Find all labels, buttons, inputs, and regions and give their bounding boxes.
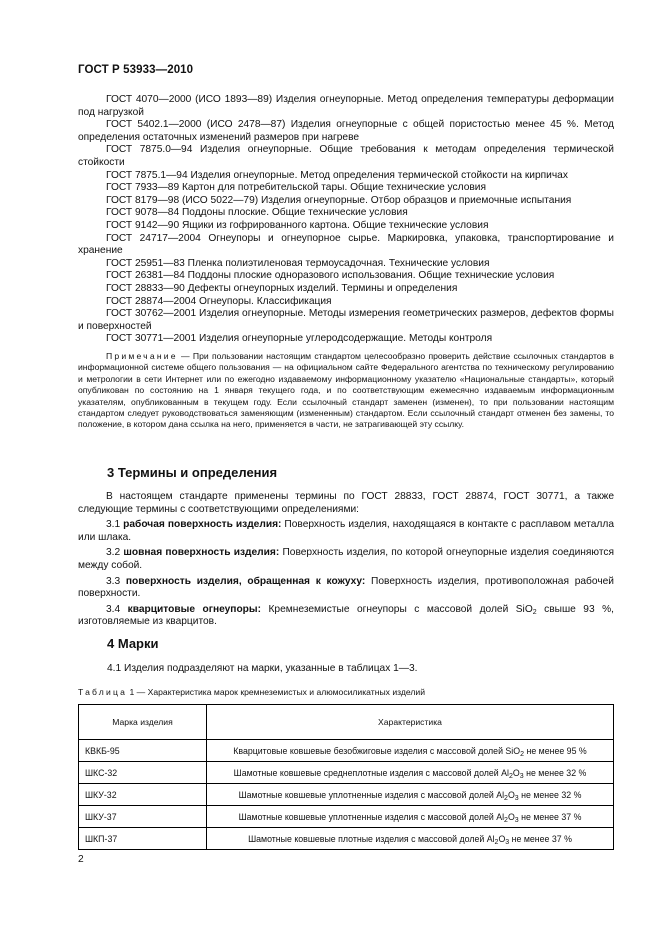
subscript: 2 [504, 816, 508, 824]
table-caption [78, 687, 425, 697]
table-row [79, 740, 614, 762]
table-row [79, 784, 614, 806]
page-number: 2 [78, 854, 84, 865]
normative-references [78, 94, 614, 346]
table-caption-label: Таблица [78, 687, 128, 697]
note-text: — При пользовании настоящим стандартом целесообразно проверить действие ссылочных стандартов в информационной системе общего пользования — на официальном сайте Федерального агентства по техническому регулированию и метрологии в сети Интернет или по ежегодно издаваемому информационному указателю «Национальные стандарты», который опубликован по состоянию на 1 января текущего года, и по соответствующим ежемесячно издаваемым информационным указателям, опубликованным в текущем году. Если ссылочный стандарт заменен (изменен), то при пользовании настоящим стандартом следует руководствоваться заменяющим (измененным) стандартом. Если ссылочный стандарт отменен без замены, то положение, в котором дана ссылка на него, применяется в части, не затрагивающей эту ссылку. [78, 351, 614, 430]
document-header: ГОСТ Р 53933—2010 [78, 64, 194, 76]
grade-cell: ШКП-37 [79, 828, 207, 850]
cell-text: не менее 32 % [518, 789, 582, 800]
term-def: Поверхность изделия, находящаяся в контакте с расплавом металла или шлака. [78, 519, 614, 543]
characteristic-cell [207, 740, 614, 762]
grades-table [78, 704, 614, 850]
subscript: 2 [532, 608, 537, 616]
characteristic-cell [207, 828, 614, 850]
table-row [79, 762, 614, 784]
reference-item: ГОСТ 24717—2004 Огнеупоры и огнеупорное сырье. Маркировка, упаковка, транспортирование и хранение [78, 232, 614, 257]
subscript: 2 [494, 838, 499, 846]
section-3-body [78, 491, 614, 629]
grade-cell: ШКУ-37 [79, 806, 207, 828]
cell-text: Шамотные ковшевые плотные изделия с массовой долей Al [248, 833, 495, 844]
grade-cell: КВКБ-95 [79, 740, 207, 762]
term-number: 3.1 [106, 519, 121, 531]
reference-item: ГОСТ 28874—2004 Огнеупоры. Классификация [106, 295, 332, 307]
cell-text: O [507, 789, 515, 800]
reference-item: ГОСТ 26381—84 Поддоны плоские одноразового использования. Общие технические условия [106, 270, 555, 282]
term-number: 3.4 [106, 603, 121, 615]
characteristic-cell [207, 762, 614, 784]
column-header: Характеристика [207, 705, 614, 740]
term-name: рабочая поверхность изделия: [123, 519, 282, 531]
subscript: 2 [504, 794, 508, 802]
term-definition [78, 547, 614, 572]
subscript: 3 [514, 816, 519, 824]
cell-text: не менее 32 % [523, 767, 587, 778]
cell-text: не менее 95 % [524, 745, 587, 756]
paragraph-4-1: 4.1 Изделия подразделяют на марки, указанные в таблицах 1—3. [107, 663, 418, 674]
subscript: 3 [519, 772, 524, 780]
reference-item: ГОСТ 9078—84 Поддоны плоские. Общие технические условия [106, 207, 408, 219]
subscript: 3 [514, 794, 519, 802]
reference-item: ГОСТ 8179—98 (ИСО 5022—79) Изделия огнеупорные. Отбор образцов и приемочные испытания [106, 194, 572, 206]
cell-text: не менее 37 % [518, 811, 582, 822]
cell-text: O [507, 811, 515, 822]
cell-text: O [512, 767, 520, 778]
reference-item: ГОСТ 5402.1—2000 (ИСО 2478—87) Изделия огнеупорные с общей пористостью менее 45 %. Метод определения остаточных изменений размеров при нагреве [78, 119, 614, 143]
grade-cell: ШКУ-32 [79, 784, 207, 806]
subscript: 3 [505, 838, 510, 846]
grade-cell: ШКС-32 [79, 762, 207, 784]
cell-text: Шамотные ковшевые уплотненные изделия с массовой долей Al [238, 811, 505, 822]
reference-item: ГОСТ 30771—2001 Изделия огнеупорные углеродсодержащие. Методы контроля [106, 333, 493, 345]
reference-item: ГОСТ 9142—90 Ящики из гофрированного картона. Общие технические условия [106, 219, 489, 231]
term-definition [78, 604, 614, 629]
term-definition [78, 519, 614, 544]
term-name: кварцитовые огнеупоры: [127, 603, 261, 615]
reference-item: ГОСТ 7933—89 Картон для потребительской тары. Общие технические условия [106, 182, 486, 194]
table-row [79, 806, 614, 828]
note-label: Примечание [106, 351, 178, 361]
term-def-tail: свыше 93 %, изготовляемые из кварцитов. [78, 603, 614, 628]
cell-text: Кварцитовые ковшевые безобжиговые изделия с массовой долей SiO [233, 745, 521, 756]
term-name: поверхность изделия, обращенная к кожуху: [125, 575, 366, 587]
column-header: Марка изделия [79, 705, 207, 740]
term-number: 3.3 [106, 575, 121, 587]
reference-item: ГОСТ 7875.1—94 Изделия огнеупорные. Метод определения термической стойкости на кирпичах [106, 169, 568, 181]
reference-item: ГОСТ 25951—83 Пленка полиэтиленовая термоусадочная. Технические условия [106, 257, 490, 269]
term-def: Кремнеземистые огнеупоры с массовой долей SiO [261, 603, 533, 615]
table-row [79, 828, 614, 850]
section-3-heading: 3 Термины и определения [107, 465, 278, 480]
characteristic-cell [207, 806, 614, 828]
term-number: 3.2 [106, 547, 121, 559]
table-header-row [79, 705, 614, 740]
cell-text: Шамотные ковшевые среднеплотные изделия с массовой долей Al [233, 767, 509, 778]
reference-item: ГОСТ 30762—2001 Изделия огнеупорные. Методы измерения геометрических размеров, дефектов формы и поверхностей [78, 308, 614, 332]
cell-text: O [498, 833, 506, 844]
term-def: Поверхность изделия, по которой огнеупорные изделия соединяются между собой. [78, 547, 614, 571]
subscript: 2 [508, 772, 513, 780]
term-def: Поверхность изделия, противоположная рабочей поверхности. [78, 575, 614, 600]
section-4-heading: 4 Марки [107, 636, 159, 651]
cell-text: Шамотные ковшевые уплотненные изделия с массовой долей Al [238, 789, 505, 800]
characteristic-cell [207, 784, 614, 806]
reference-item: ГОСТ 7875.0—94 Изделия огнеупорные. Общие требования к методам определения термической стойкости [78, 144, 614, 168]
cell-text: не менее 37 % [509, 833, 572, 844]
term-name: шовная поверхность изделия: [123, 547, 280, 559]
subscript: 2 [520, 750, 525, 758]
reference-item: ГОСТ 28833—90 Дефекты огнеупорных изделий. Термины и определения [106, 282, 458, 294]
table-caption-text: 1 — Характеристика марок кремнеземистых и алюмосиликатных изделий [127, 687, 425, 697]
note-block [78, 351, 614, 431]
term-definition [78, 576, 614, 601]
reference-item: ГОСТ 4070—2000 (ИСО 1893—89) Изделия огнеупорные. Метод определения температуры деформации под нагрузкой [78, 94, 614, 118]
section-3-intro: В настоящем стандарте применены термины по ГОСТ 28833, ГОСТ 28874, ГОСТ 30771, а также следующие термины с соответствующими определениями: [78, 491, 614, 515]
